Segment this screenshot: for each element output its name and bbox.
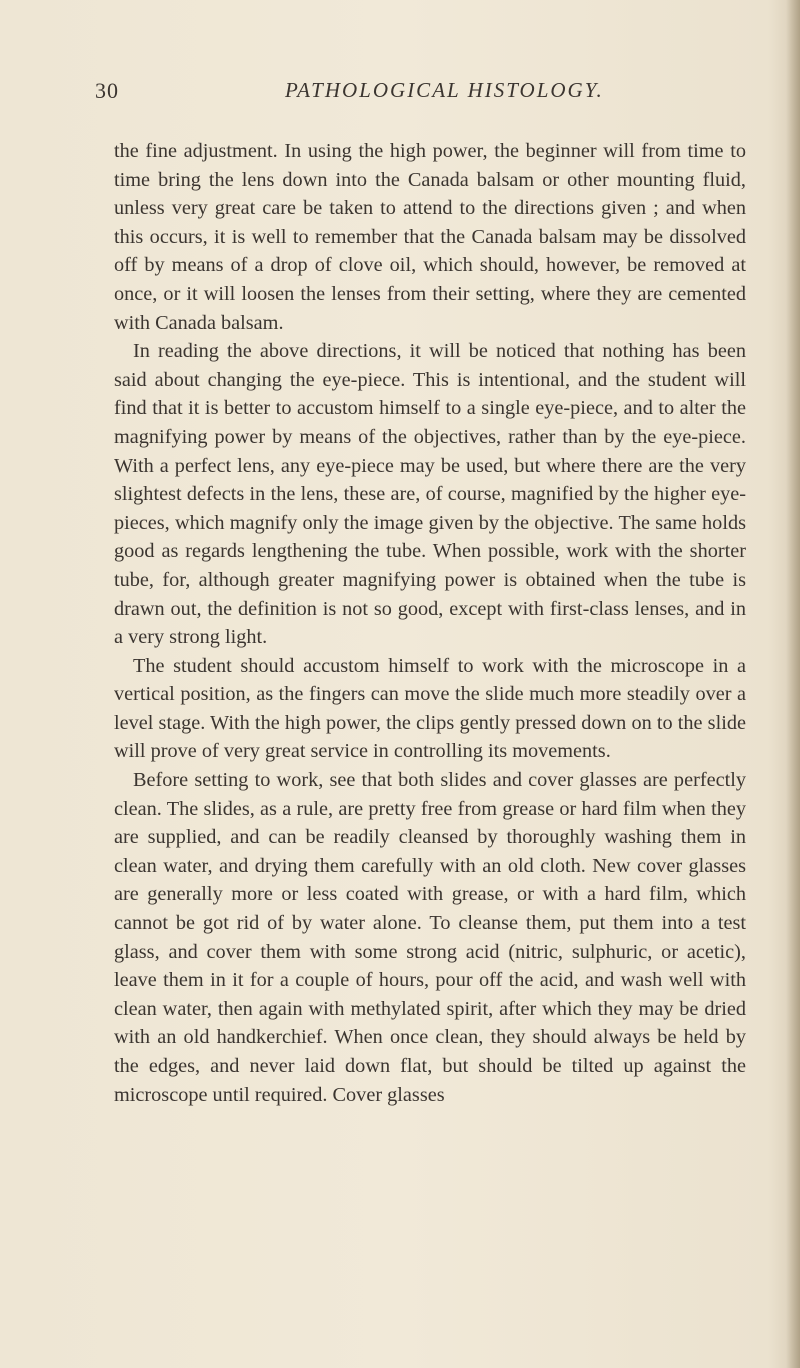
paragraph-4: Before setting to work, see that both slides and cover glasses are perfectly clean. The slides, as a rule, are pretty free from grease or hard film when they are supplied, and can be readily cleansed by thoroughly washing them in clean water, and drying them carefully with an old cloth. New cover glasses are generally more or less coated with grease, or with a hard film, which cannot be got rid of by water alone. To cleanse them, put them into a test glass, and cover them with some strong acid (nitric, sulphuric, or acetic), leave them in it for a couple of hours, pour off the acid, and wash well with clean water, then again with methylated spirit, after which they may be dried with an old handkerchief. When once clean, they should always be held by the edges, and never laid down flat, but should be tilted up against the microscope until required. Cover glasses: [114, 769, 746, 1106]
page-number: 30: [95, 78, 119, 103]
body-text: [114, 137, 746, 1109]
paragraph-2: In reading the above directions, it will be noticed that nothing has been said about changing the eye-piece. This is intentional, and the student will find that it is better to accustom himself to a single eye-piece, and to alter the magnifying power by means of the objectives, rather than by the eye-piece. With a perfect lens, any eye-piece may be used, but where there are the very slightest defects in the lens, these are, of course, magnified by the higher eye-pieces, which magnify only the image given by the objective. The same holds good as regards lengthening the tube. When possible, work with the shorter tube, for, although greater magnifying power is obtained when the tube is drawn out, the definition is not so good, except with first-class lenses, and in a very strong light.: [114, 340, 746, 649]
paragraph-3: The student should accustom himself to work with the microscope in a vertical position, as the fingers can move the slide much more steadily over a level stage. With the high power, the clips gently pressed down on to the slide will prove of very great service in controlling its movements.: [114, 654, 746, 763]
running-title: PATHOLOGICAL HISTOLOGY.: [285, 78, 604, 102]
page-edge-shadow: [786, 0, 800, 1368]
paragraph-1: the fine adjustment. In using the high power, the beginner will from time to time bring the lens down into the Canada balsam or other mounting fluid, unless very great care be taken to attend to the directions given ; and when this occurs, it is well to remember that the Canada balsam may be dissolved off by means of a drop of clove oil, which should, however, be removed at once, or it will loosen the lenses from their setting, where they are cemented with Canada balsam.: [114, 140, 746, 334]
page-header: [95, 78, 745, 108]
